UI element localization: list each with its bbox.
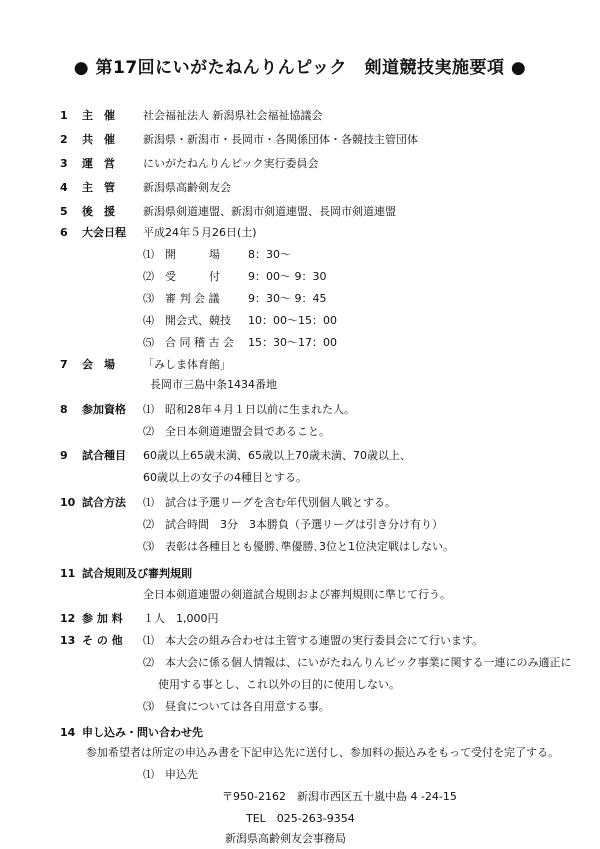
section-number: 14 [60, 726, 76, 739]
section-heading: 申し込み・問い合わせ先 [82, 726, 203, 739]
venue-name: 「みしま体育館」 [143, 358, 231, 371]
section-heading: 後 援 [82, 205, 115, 218]
section-number: 5 [60, 205, 68, 218]
application-office: 新潟県高齢剣友会事務局 [225, 832, 346, 845]
section-number: 4 [60, 181, 68, 194]
section-number: 1 [60, 109, 68, 122]
events-line: 60歳以上65歳未満、65歳以上70歳未満、70歳以上、 [143, 449, 411, 462]
section-text: 新潟県高齢剣友会 [143, 181, 231, 194]
section-heading: 参 加 料 [82, 612, 123, 625]
events-line: 60歳以上の女子の4種目とする。 [143, 471, 307, 484]
match-method-item: ⑵ 試合時間 3分 3本勝負（予選リーグは引き分け有り） [143, 518, 443, 531]
match-method-item: ⑴ 試合は予選リーグを含む年代別個人戦とする。 [143, 496, 396, 509]
section-heading: 会 場 [82, 358, 115, 371]
section-number: 9 [60, 449, 68, 462]
other-item: 使用する事とし、これ以外の目的に使用しない。 [158, 678, 400, 691]
section-text: 社会福祉法人 新潟県社会福祉協議会 [143, 109, 323, 122]
event-date: 平成24年５月26日(土) [143, 226, 257, 239]
section-text: 新潟県剣道連盟、新潟市剣道連盟、長岡市剣道連盟 [143, 205, 396, 218]
schedule-label: ⑵ 受 付 [143, 270, 220, 283]
section-heading: 参加資格 [82, 403, 126, 416]
section-heading: 試合種目 [82, 449, 126, 462]
application-tel: TEL 025-263-9354 [246, 812, 355, 825]
section-heading: 大会日程 [82, 226, 126, 239]
section-heading: 試合方法 [82, 496, 126, 509]
section-text: にいがたねんりんピック実行委員会 [143, 157, 319, 170]
application-intro: 参加希望者は所定の申込み書を下記申込先に送付し、参加料の振込みをもって受付を完了する。 [86, 746, 559, 759]
rules-text: 全日本剣道連盟の剣道試合規則および審判規則に準じて行う。 [143, 588, 451, 601]
application-destination-label: ⑴ 申込先 [143, 768, 198, 781]
schedule-time: 9：30～ 9：45 [248, 292, 327, 305]
section-number: 6 [60, 226, 68, 239]
section-number: 7 [60, 358, 68, 371]
other-item: ⑴ 本大会の組み合わせは主管する連盟の実行委員会にて行います。 [143, 634, 484, 647]
section-heading: 運 営 [82, 157, 115, 170]
section-text: 新潟県・新潟市・長岡市・各関係団体・各競技主管団体 [143, 133, 418, 146]
schedule-label: ⑴ 開 場 [143, 248, 220, 261]
section-heading: 主 管 [82, 181, 115, 194]
match-method-item: ⑶ 表彰は各種目とも優勝､準優勝､3位と1位決定戦はしない。 [143, 540, 454, 553]
page-title: ● 第17回にいがたねんりんピック 剣道競技実施要項 ● [73, 58, 527, 78]
eligibility-item: ⑵ 全日本剣道連盟会員であること。 [143, 425, 330, 438]
eligibility-item: ⑴ 昭和28年４月１日以前に生まれた人。 [143, 403, 355, 416]
section-number: 8 [60, 403, 68, 416]
section-heading: そ の 他 [82, 634, 123, 647]
schedule-label: ⑷ 開会式、競技 [143, 314, 231, 327]
section-heading: 主 催 [82, 109, 115, 122]
section-number: 2 [60, 133, 68, 146]
schedule-time: 10：00～15：00 [248, 314, 337, 327]
schedule-time: 8：30～ [248, 248, 291, 261]
section-number: 13 [60, 634, 76, 647]
application-postal-address: 〒950-2162 新潟市西区五十嵐中島 4 -24-15 [222, 790, 457, 803]
other-item: ⑶ 昼食については各自用意する事。 [143, 700, 330, 713]
section-heading: 試合規則及び審判規則 [82, 567, 192, 580]
fee-text: １人 1,000円 [143, 612, 219, 625]
section-number: 11 [60, 567, 76, 580]
schedule-time: 15：30～17：00 [248, 336, 337, 349]
section-heading: 共 催 [82, 133, 115, 146]
schedule-time: 9：00～ 9：30 [248, 270, 327, 283]
other-item: ⑵ 本大会に係る個人情報は、にいがたねんりんピック事業に関する一連にのみ適正に [143, 656, 572, 669]
schedule-label: ⑸ 合 同 稽 古 会 [143, 336, 234, 349]
section-number: 3 [60, 157, 68, 170]
schedule-label: ⑶ 審 判 会 議 [143, 292, 220, 305]
venue-address: 長岡市三島中条1434番地 [150, 378, 277, 391]
section-number: 12 [60, 612, 76, 625]
section-number: 10 [60, 496, 76, 509]
